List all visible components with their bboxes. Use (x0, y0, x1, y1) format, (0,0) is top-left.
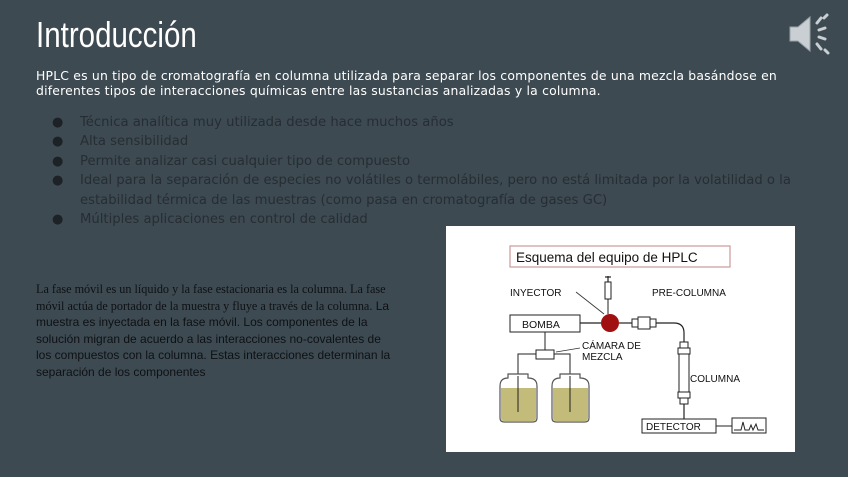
injection-valve (601, 314, 619, 332)
label-injector: INYECTOR (510, 288, 562, 299)
phase-description-sans: La muestra es inyectada en la fase móvil. Los componentes de la solución migran de acuerdo a las interacciones no-covalentes de los compuestos con la columna. Estas interacciones determinan la separación de los componentes (36, 298, 391, 379)
intro-paragraph: HPLC es un tipo de cromatografía en columna utilizada para separar los componentes de una mezcla basándose en diferentes tipos de interacciones químicas entre las sustancias analizadas y la columna. (36, 68, 777, 98)
solvent-reservoir-b (552, 374, 589, 422)
list-item: ● Múltiples aplicaciones en control de calidad (52, 210, 792, 229)
bullet-icon: ● (52, 173, 64, 189)
label-precolumn: PRE-COLUMNA (652, 288, 726, 299)
label-detector: DETECTOR (646, 422, 701, 433)
label-mixing-2: MEZCLA (582, 352, 623, 363)
feature-list (52, 113, 792, 229)
label-pump: BOMBA (522, 319, 560, 331)
list-item: ● Técnica analítica muy utilizada desde hace muchos años (52, 113, 792, 132)
slide-title: Introducción (36, 14, 197, 55)
hplc-diagram (446, 226, 795, 452)
bullet-icon: ● (52, 212, 64, 228)
bullet-icon: ● (52, 153, 64, 169)
solvent-reservoir-a (500, 374, 537, 422)
label-mixing-1: CÁMARA DE (582, 341, 641, 352)
diagram-title: Esquema del equipo de HPLC (516, 250, 698, 265)
column-icon (678, 342, 690, 404)
label-column: COLUMNA (690, 374, 741, 385)
precolumn-icon (632, 317, 656, 329)
list-item: ● Ideal para la separación de especies no volátiles o termolábiles, pero no está limitada por la volatilidad o la estabilidad térmica de las muestras (como pasa en cromatografía de gases GC) (52, 173, 791, 208)
phase-description-serif: La fase móvil es un líquido y la fase estacionaria es la columna. La fase móvil actúa de portador de la muestra y fluye a través de la columna. (36, 282, 386, 313)
list-item: ● Permite analizar casi cualquier tipo de compuesto (52, 152, 792, 171)
syringe-icon (605, 276, 611, 314)
bullet-icon: ● (52, 115, 64, 130)
phase-description (36, 281, 396, 381)
bullet-icon: ● (52, 134, 64, 150)
mixing-chamber (536, 350, 554, 359)
speaker-icon[interactable] (786, 12, 834, 56)
list-item: ● Alta sensibilidad (52, 132, 792, 151)
chromatogram-box (732, 418, 766, 433)
